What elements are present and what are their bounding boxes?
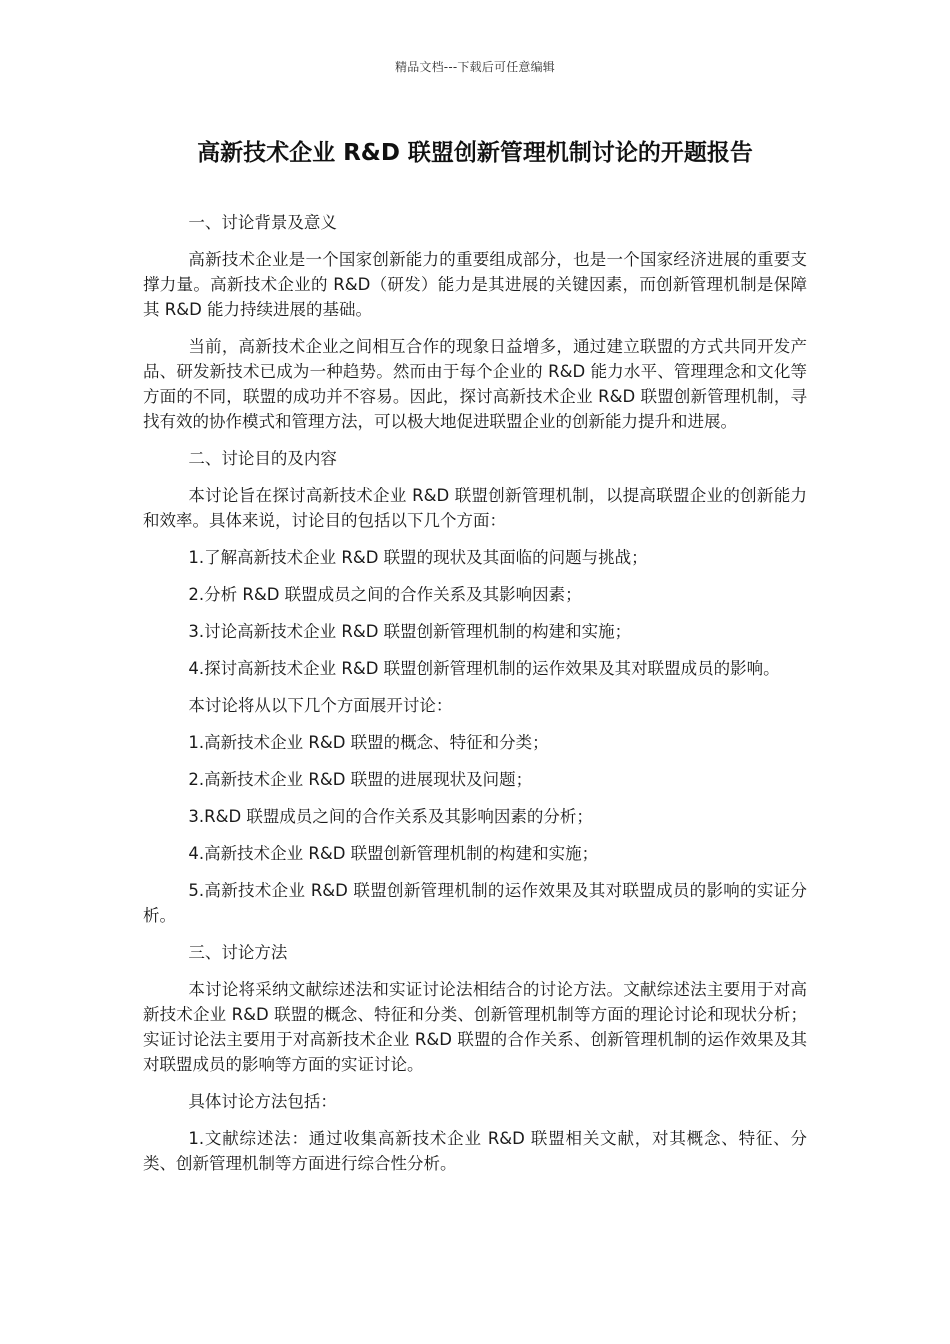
list-item-content-4: 4.高新技术企业 R&D 联盟创新管理机制的构建和实施；	[188, 844, 599, 863]
list-item-purpose-4: 4.探讨高新技术企业 R&D 联盟创新管理机制的运作效果及其对联盟成员的影响。	[188, 659, 780, 678]
list-item-content-5: 5.高新技术企业 R&D 联盟创新管理机制的运作效果及其对联盟成员的影响的实证分析。	[143, 881, 807, 925]
list-item-content-3: 3.R&D 联盟成员之间的合作关系及其影响因素的分析；	[188, 807, 593, 826]
section-heading-methods: 三、讨论方法	[188, 943, 288, 962]
list-item-purpose-1: 1.了解高新技术企业 R&D 联盟的现状及其面临的问题与挑战；	[188, 548, 648, 567]
section-heading-background: 一、讨论背景及意义	[188, 213, 337, 232]
section-heading-purpose: 二、讨论目的及内容	[188, 449, 337, 468]
paragraph-methods-intro: 具体讨论方法包括：	[188, 1092, 337, 1111]
paragraph-background-1: 高新技术企业是一个国家创新能力的重要组成部分，也是一个国家经济进展的重要支撑力量。高新技术企业的 R&D（研发）能力是其进展的关键因素，而创新管理机制是保障其 R&D 能力持续进展的基础。	[143, 250, 807, 319]
list-item-methods-1: 1.文献综述法：通过收集高新技术企业 R&D 联盟相关文献，对其概念、特征、分类、创新管理机制等方面进行综合性分析。	[143, 1129, 807, 1173]
paragraph-methods-1: 本讨论将采纳文献综述法和实证讨论法相结合的讨论方法。文献综述法主要用于对高新技术企业 R&D 联盟的概念、特征和分类、创新管理机制等方面的理论讨论和现状分析；实证讨论法主要用于对高新技术企业 R&D 联盟的合作关系、创新管理机制的运作效果及其对联盟成员的影响等方面的实证讨论。	[143, 980, 807, 1074]
document-body	[143, 210, 807, 1188]
paragraph-purpose-intro: 本讨论旨在探讨高新技术企业 R&D 联盟创新管理机制，以提高联盟企业的创新能力和效率。具体来说，讨论目的包括以下几个方面：	[143, 486, 807, 530]
paragraph-content-intro: 本讨论将从以下几个方面展开讨论：	[188, 696, 453, 715]
list-item-purpose-3: 3.讨论高新技术企业 R&D 联盟创新管理机制的构建和实施；	[188, 622, 632, 641]
list-item-content-2: 2.高新技术企业 R&D 联盟的进展现状及问题；	[188, 770, 533, 789]
list-item-content-1: 1.高新技术企业 R&D 联盟的概念、特征和分类；	[188, 733, 549, 752]
list-item-purpose-2: 2.分析 R&D 联盟成员之间的合作关系及其影响因素；	[188, 585, 582, 604]
document-title: 高新技术企业 R&D 联盟创新管理机制讨论的开题报告	[197, 140, 753, 166]
paragraph-background-2: 当前，高新技术企业之间相互合作的现象日益增多，通过建立联盟的方式共同开发产品、研发新技术已成为一种趋势。然而由于每个企业的 R&D 能力水平、管理理念和文化等方面的不同，联盟的成功并不容易。因此，探讨高新技术企业 R&D 联盟创新管理机制，寻找有效的协作模式和管理方法，可以极大地促进联盟企业的创新能力提升和进展。	[143, 337, 807, 431]
page-header-watermark: 精品文档---下载后可任意编辑	[395, 60, 555, 74]
